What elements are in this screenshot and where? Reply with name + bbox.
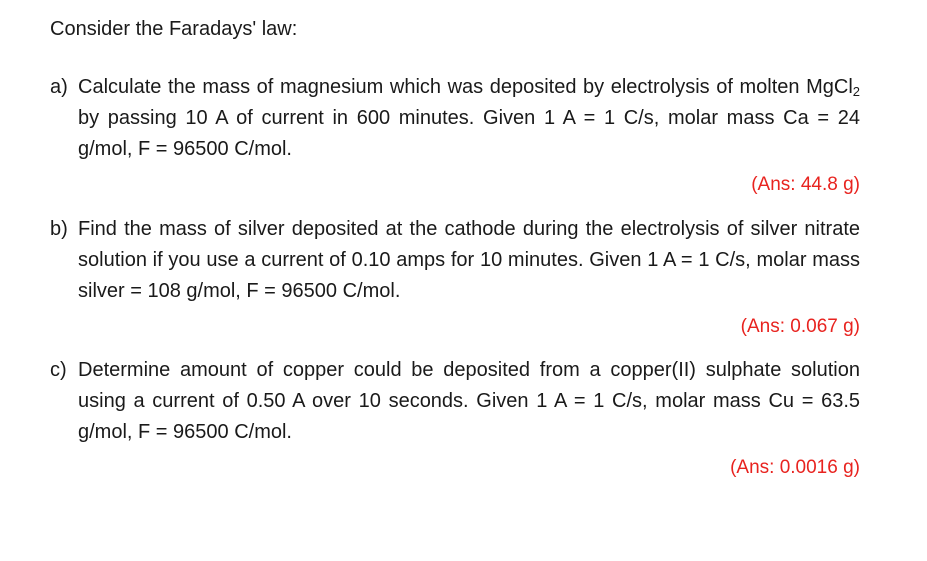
question-c-answer: (Ans: 0.0016 g) <box>730 457 860 478</box>
question-a <box>50 72 860 199</box>
page-heading: Consider the Faradays' law: <box>50 18 298 40</box>
question-b-answer: (Ans: 0.067 g) <box>740 316 860 337</box>
question-b-letter: b) <box>50 218 68 240</box>
question-a-text <box>78 72 860 165</box>
question-b <box>50 214 860 341</box>
question-a-answer: (Ans: 44.8 g) <box>751 174 860 195</box>
question-a-subscript: 2 <box>852 84 860 99</box>
question-a-body <box>50 72 860 165</box>
question-c-letter: c) <box>50 359 67 381</box>
question-b-body <box>50 214 860 307</box>
question-c-text: Determine amount of copper could be deposited from a copper(II) sulphate solution using a current of 0.50 A over 10 seconds. Given 1 A = 1 C/s, molar mass Cu = 63.5 g/mol, F = 96500 C/mol. <box>78 359 860 443</box>
question-c <box>50 355 860 482</box>
question-b-text: Find the mass of silver deposited at the cathode during the electrolysis of silver nitrate solution if you use a current of 0.10 amps for 10 minutes. Given 1 A = 1 C/s, molar mass silver = 108 g/mol, F = 96500 C/mol. <box>78 218 860 302</box>
question-a-text-part1: Calculate the mass of magnesium which was deposited by electrolysis of molten MgCl <box>78 76 853 98</box>
question-c-body <box>50 355 860 448</box>
question-a-text-part2: by passing 10 A of current in 600 minutes. Given 1 A = 1 C/s, molar mass Ca = 24 g/mol, F = 96500 C/mol. <box>78 107 860 160</box>
question-a-letter: a) <box>50 76 68 98</box>
